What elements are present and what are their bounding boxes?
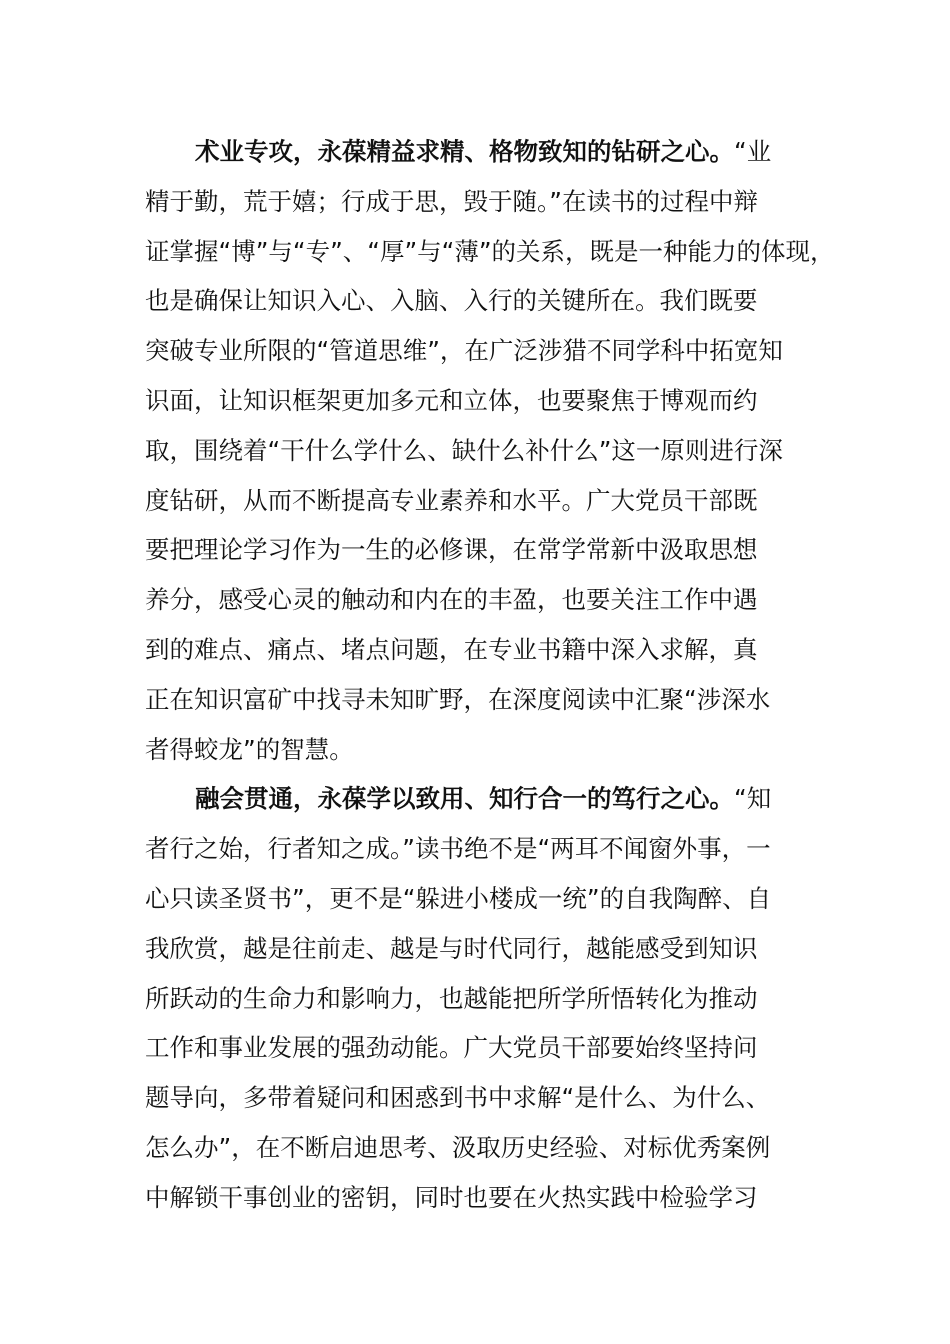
paragraph-line: 精于勤，荒于嬉；行成于思，毁于随。”在读书的过程中辩: [145, 186, 758, 216]
paragraph-1: [145, 127, 835, 774]
paragraph-line: 度钻研，从而不断提高专业素养和水平。广大党员干部既: [145, 485, 758, 515]
paragraph-line: 工作和事业发展的强劲动能。广大党员干部要始终坚持问: [145, 1033, 758, 1063]
paragraph-line: 中解锁干事创业的密钥，同时也要在火热实践中检验学习: [145, 1182, 758, 1212]
document-body: [145, 127, 835, 1223]
paragraph-line: 心只读圣贤书”，更不是“躲进小楼成一统”的自我陶醉、自: [145, 883, 772, 913]
paragraph-lead: 融会贯通，永葆学以致用、知行合一的笃行之心。: [195, 784, 734, 814]
paragraph-lead: 术业专攻，永葆精益求精、格物致知的钻研之心。: [195, 137, 734, 166]
paragraph-line: 证掌握“博”与“专”、“厚”与“薄”的关系，既是一种能力的体现，: [145, 236, 835, 266]
paragraph-line: 正在知识富矿中找寻未知旷野，在深度阅读中汇聚“涉深水: [145, 684, 771, 714]
paragraph-line: 题导向，多带着疑问和困惑到书中求解“是什么、为什么、: [145, 1083, 771, 1113]
paragraph-line: [145, 774, 815, 824]
paragraph-line: 到的难点、痛点、堵点问题，在专业书籍中深入求解，真: [145, 634, 758, 664]
paragraph-text: “业: [734, 137, 772, 166]
paragraph-line: 要把理论学习作为一生的必修课，在常学常新中汲取思想: [145, 535, 758, 565]
paragraph-line: 也是确保让知识入心、入脑、入行的关键所在。我们既要: [145, 286, 758, 316]
paragraph-line: 养分，感受心灵的触动和内在的丰盈，也要关注工作中遇: [145, 585, 758, 615]
paragraph-2: [145, 774, 815, 1222]
paragraph-line: 取，围绕着“干什么学什么、缺什么补什么”这一原则进行深: [145, 435, 783, 465]
paragraph-line: 突破专业所限的“管道思维”，在广泛涉猎不同学科中拓宽知: [145, 336, 783, 366]
paragraph-line: 所跃动的生命力和影响力，也越能把所学所悟转化为推动: [145, 983, 758, 1013]
paragraph-text: “知: [734, 784, 772, 814]
paragraph-line: 识面，让知识框架更加多元和立体，也要聚焦于博观而约: [145, 385, 758, 415]
paragraph-line: [145, 127, 815, 177]
paragraph-line: 我欣赏，越是往前走、越是与时代同行，越能感受到知识: [145, 933, 758, 963]
paragraph-line: 者得蛟龙”的智慧。: [145, 734, 354, 764]
paragraph-line: 者行之始，行者知之成。”读书绝不是“两耳不闻窗外事，一: [145, 834, 771, 864]
paragraph-line: 怎么办”，在不断启迪思考、汲取历史经验、对标优秀案例: [145, 1132, 771, 1162]
